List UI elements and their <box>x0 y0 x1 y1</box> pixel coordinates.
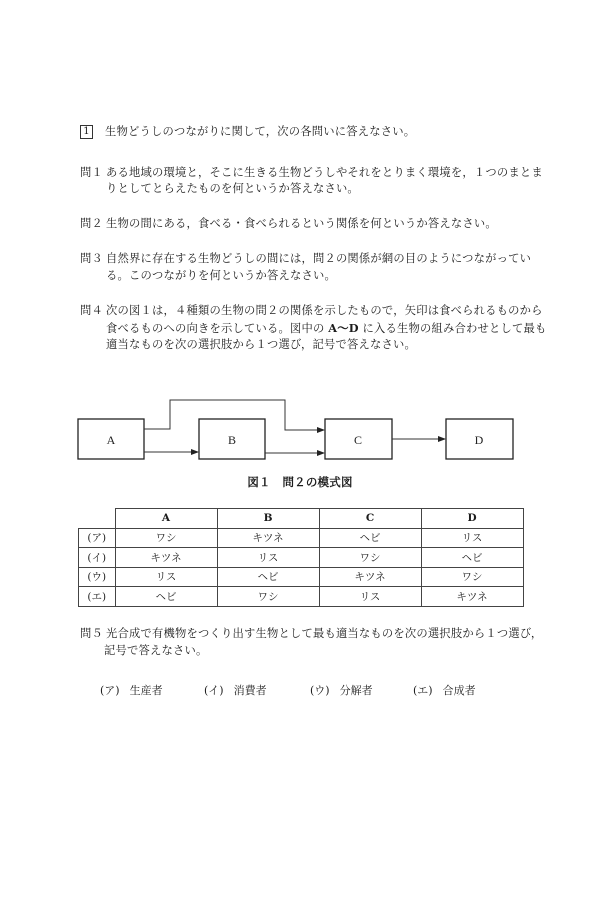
table-header: D <box>421 509 523 529</box>
table-cell: キツネ <box>217 528 319 548</box>
section-instruction: 生物どうしのつながりに関して，次の各問いに答えなさい。 <box>105 125 416 138</box>
question-1-cont: りとしてとらえたものを何というか答えなさい。 <box>106 182 359 195</box>
table-cell: キツネ <box>319 567 421 587</box>
question-3 <box>80 251 531 267</box>
question-5-cont: 記号で答えなさい。 <box>104 644 208 657</box>
table-header: B <box>217 509 319 529</box>
question-text: 次の図１は，４種類の生物の問２の関係を示したもので，矢印は食べられるものから <box>106 304 543 317</box>
table-cell: リス <box>319 587 421 607</box>
question-label: 問４ <box>80 304 103 317</box>
table-cell: キツネ <box>421 587 523 607</box>
option-label: (ア) <box>100 684 120 697</box>
table-header-row <box>79 509 524 529</box>
table-cell: ワシ <box>319 548 421 568</box>
question-5 <box>80 626 542 642</box>
option-text: 分解者 <box>339 684 373 697</box>
table-corner <box>79 509 116 529</box>
figure-caption: 図１ 問２の模式図 <box>247 475 353 489</box>
table-cell: キツネ <box>115 548 217 568</box>
option-c <box>310 682 373 698</box>
question-3-cont: る。このつながりを何というか答えなさい。 <box>106 269 336 282</box>
option-label: (ウ) <box>310 684 330 697</box>
table-row <box>79 528 524 548</box>
choices-table <box>78 508 524 607</box>
table-cell: ヘビ <box>319 528 421 548</box>
table-cell: ヘビ <box>217 567 319 587</box>
question-text: に入る生物の組み合わせとして最も <box>362 322 547 335</box>
question-text: 生物の間にある，食べる・食べられるという関係を何というか答えなさい。 <box>106 217 497 230</box>
table-cell: ワシ <box>421 567 523 587</box>
box-d-label: D <box>474 433 484 447</box>
question-2 <box>80 216 497 232</box>
range-label: A～D <box>328 321 359 335</box>
option-label: (イ) <box>204 684 224 697</box>
question-text: ある地域の環境と，そこに生きる生物どうしやそれをとりまく環境を，１つのまとま <box>106 166 543 179</box>
section-number: 1 <box>80 125 93 139</box>
table-row <box>79 567 524 587</box>
table-cell: ワシ <box>115 528 217 548</box>
table-cell: リス <box>115 567 217 587</box>
section-header <box>80 124 415 140</box>
question-label: 問５ <box>80 627 103 640</box>
row-label: (エ) <box>79 587 116 607</box>
question-4-cont2: 適当なものを次の選択肢から１つ選び，記号で答えなさい。 <box>106 338 416 351</box>
table-cell: ワシ <box>217 587 319 607</box>
table-row <box>79 548 524 568</box>
table-cell: ヘビ <box>421 548 523 568</box>
option-text: 生産者 <box>129 684 163 697</box>
option-d <box>413 682 476 698</box>
table-header: A <box>115 509 217 529</box>
question-4 <box>80 303 543 319</box>
row-label: (ア) <box>79 528 116 548</box>
row-label: (ウ) <box>79 567 116 587</box>
option-label: (エ) <box>413 684 433 697</box>
table-cell: リス <box>421 528 523 548</box>
box-a-label: A <box>106 433 116 447</box>
table-cell: ヘビ <box>115 587 217 607</box>
arrow-a-to-c <box>144 400 324 430</box>
question-label: 問２ <box>80 217 103 230</box>
box-c-label: C <box>353 433 363 447</box>
option-a <box>100 682 163 698</box>
question-label: 問３ <box>80 252 103 265</box>
row-label: (イ) <box>79 548 116 568</box>
question-text: 食べるものへの向きを示している。図中の <box>106 322 325 335</box>
option-b <box>204 682 267 698</box>
box-b-label: B <box>227 433 237 447</box>
question-text: 自然界に存在する生物どうしの間には，問２の関係が網の目のようにつながってい <box>106 252 532 265</box>
question-1 <box>80 165 543 181</box>
question-4-cont <box>106 320 546 337</box>
question-text: 光合成で有機物をつくり出す生物として最も適当なものを次の選択肢から１つ選び， <box>106 627 543 640</box>
option-text: 合成者 <box>442 684 476 697</box>
table-cell: リス <box>217 548 319 568</box>
table-row <box>79 587 524 607</box>
table-header: C <box>319 509 421 529</box>
question-label: 問１ <box>80 166 103 179</box>
option-text: 消費者 <box>233 684 267 697</box>
